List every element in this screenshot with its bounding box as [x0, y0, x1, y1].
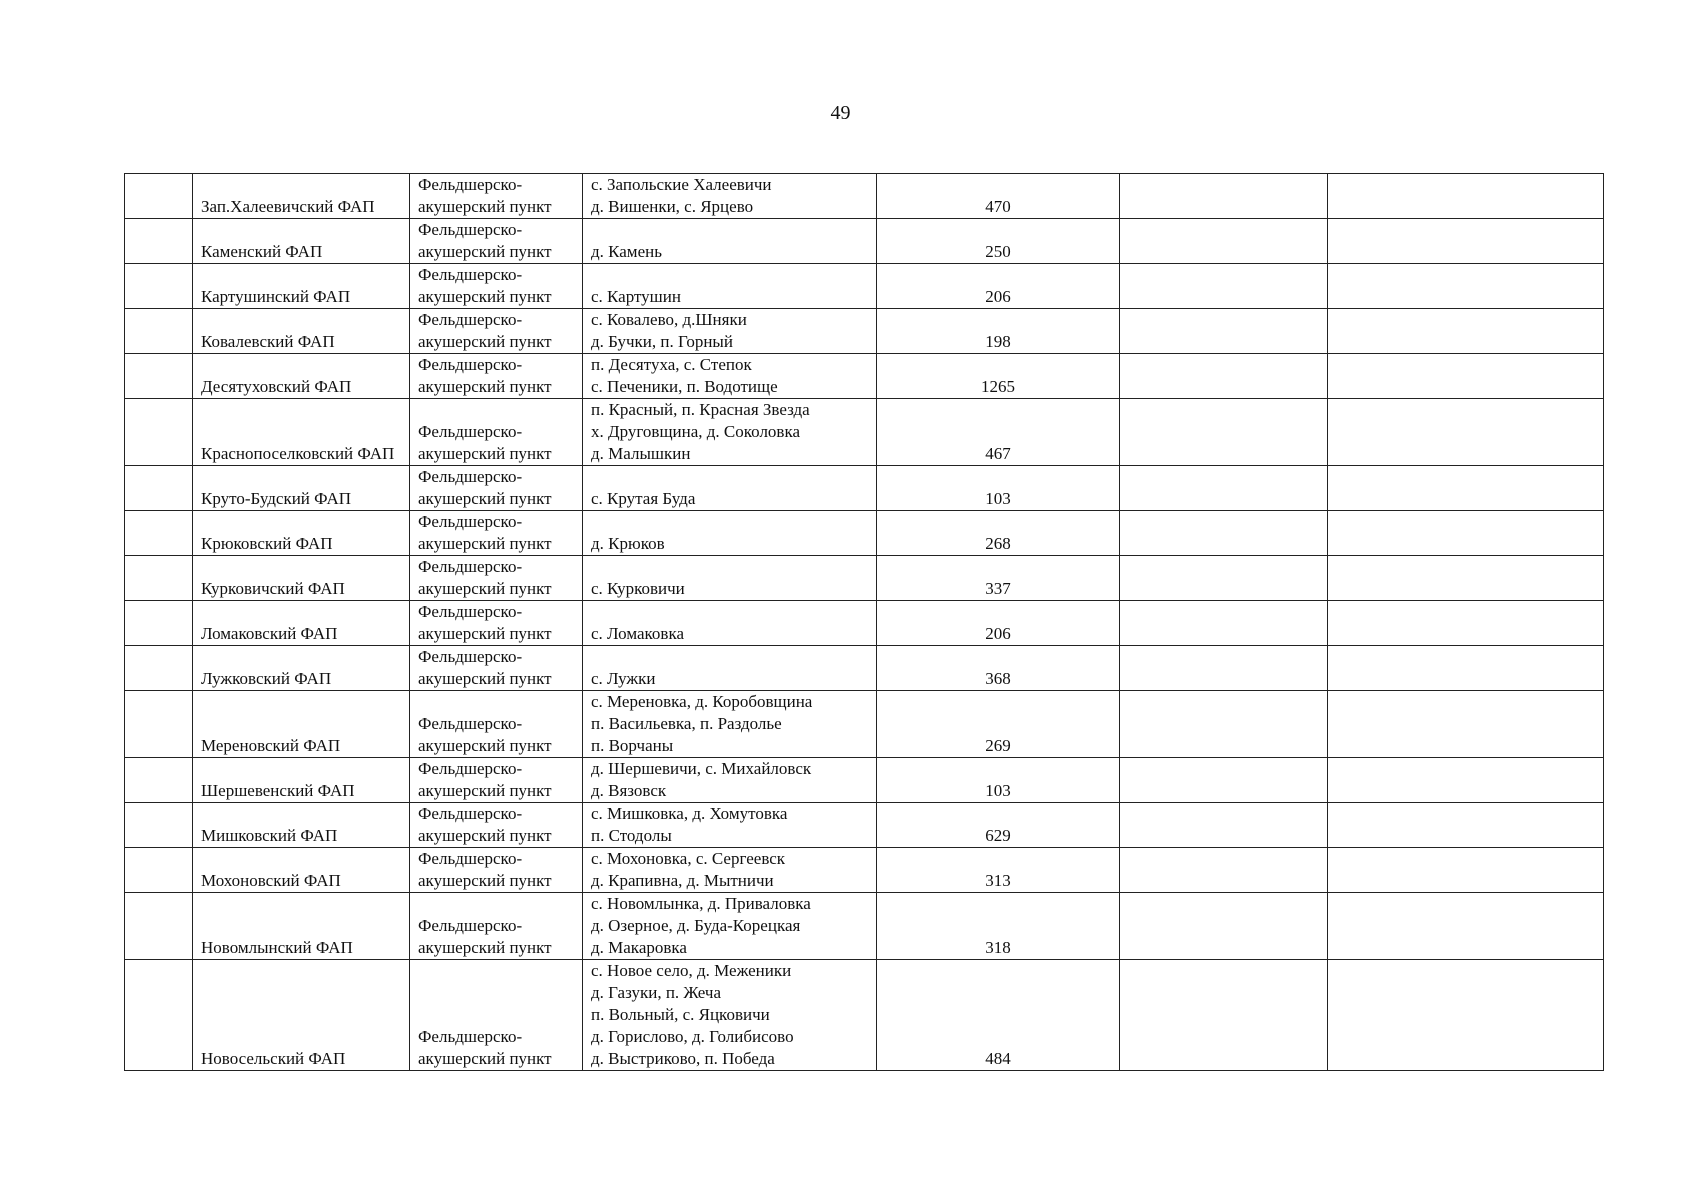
- settlement-line: с. Ломаковка: [591, 624, 684, 643]
- settlement-line: с. Курковичи: [591, 579, 685, 598]
- settlement-line: с. Мереновка, д. Коробовщина: [591, 692, 813, 711]
- empty-cell: [1120, 354, 1328, 399]
- settlement-line: д. Выстриково, п. Победа: [591, 1049, 775, 1068]
- facility-type-cell: [410, 466, 583, 511]
- facility-type-line: Фельдшерско-: [418, 759, 523, 778]
- empty-cell: [1328, 646, 1604, 691]
- facility-type-cell: [410, 758, 583, 803]
- facility-name-cell: Лужковский ФАП: [193, 646, 410, 691]
- empty-cell: [1328, 691, 1604, 758]
- facility-type-line: Фельдшерско-: [418, 557, 523, 576]
- empty-cell: [1120, 309, 1328, 354]
- facility-type-line: акушерский пункт: [418, 669, 552, 688]
- population-cell: 103: [877, 466, 1120, 511]
- empty-cell: [1120, 264, 1328, 309]
- facility-type-line: Фельдшерско-: [418, 422, 523, 441]
- settlement-line: с. Новое село, д. Меженики: [591, 961, 792, 980]
- table-row: [125, 601, 1604, 646]
- facility-type-line: Фельдшерско-: [418, 355, 523, 374]
- row-number-cell: [125, 601, 193, 646]
- population-cell: 268: [877, 511, 1120, 556]
- settlement-line: д. Камень: [591, 242, 662, 261]
- table-row: [125, 803, 1604, 848]
- table-row: [125, 758, 1604, 803]
- facility-type-line: акушерский пункт: [418, 826, 552, 845]
- facility-type-line: Фельдшерско-: [418, 220, 523, 239]
- table-row: [125, 960, 1604, 1071]
- settlements-cell: [583, 219, 877, 264]
- row-number-cell: [125, 174, 193, 219]
- row-number-cell: [125, 848, 193, 893]
- empty-cell: [1120, 556, 1328, 601]
- facility-type-line: Фельдшерско-: [418, 714, 523, 733]
- table-row: [125, 174, 1604, 219]
- facility-type-line: акушерский пункт: [418, 736, 552, 755]
- facility-type-cell: [410, 399, 583, 466]
- row-number-cell: [125, 399, 193, 466]
- settlement-line: с. Мохоновка, с. Сергеевск: [591, 849, 786, 868]
- facility-name-cell: Краснопоселковский ФАП: [193, 399, 410, 466]
- facility-type-line: Фельдшерско-: [418, 916, 523, 935]
- population-cell: 206: [877, 601, 1120, 646]
- settlement-line: с. Запольские Халеевичи: [591, 175, 772, 194]
- facility-type-line: акушерский пункт: [418, 534, 552, 553]
- settlements-cell: [583, 174, 877, 219]
- facility-type-line: акушерский пункт: [418, 938, 552, 957]
- empty-cell: [1328, 219, 1604, 264]
- population-cell: 470: [877, 174, 1120, 219]
- settlements-cell: [583, 691, 877, 758]
- facility-type-cell: [410, 960, 583, 1071]
- facility-name-cell: Курковичский ФАП: [193, 556, 410, 601]
- facility-type-line: Фельдшерско-: [418, 647, 523, 666]
- row-number-cell: [125, 264, 193, 309]
- facility-type-line: Фельдшерско-: [418, 849, 523, 868]
- settlement-line: д. Крапивна, д. Мытничи: [591, 871, 774, 890]
- empty-cell: [1120, 893, 1328, 960]
- settlement-line: д. Горислово, д. Голибисово: [591, 1027, 794, 1046]
- settlement-line: п. Вольный, с. Яцковичи: [591, 1005, 770, 1024]
- settlement-line: с. Мишковка, д. Хомутовка: [591, 804, 788, 823]
- row-number-cell: [125, 511, 193, 556]
- facility-name-cell: Мишковский ФАП: [193, 803, 410, 848]
- empty-cell: [1120, 803, 1328, 848]
- facility-type-line: акушерский пункт: [418, 579, 552, 598]
- population-cell: 250: [877, 219, 1120, 264]
- row-number-cell: [125, 309, 193, 354]
- facility-name-cell: Десятуховский ФАП: [193, 354, 410, 399]
- settlement-line: д. Бучки, п. Горный: [591, 332, 733, 351]
- facility-name-cell: Шершевенский ФАП: [193, 758, 410, 803]
- population-cell: 368: [877, 646, 1120, 691]
- population-cell: 337: [877, 556, 1120, 601]
- row-number-cell: [125, 803, 193, 848]
- settlement-line: с. Печеники, п. Водотище: [591, 377, 778, 396]
- facility-type-cell: [410, 309, 583, 354]
- row-number-cell: [125, 646, 193, 691]
- facility-type-line: Фельдшерско-: [418, 265, 523, 284]
- empty-cell: [1120, 174, 1328, 219]
- empty-cell: [1120, 399, 1328, 466]
- empty-cell: [1328, 354, 1604, 399]
- facility-name-cell: Крюковский ФАП: [193, 511, 410, 556]
- facility-type-line: Фельдшерско-: [418, 175, 523, 194]
- settlement-line: д. Газуки, п. Жеча: [591, 983, 721, 1002]
- row-number-cell: [125, 960, 193, 1071]
- population-cell: 484: [877, 960, 1120, 1071]
- settlement-line: п. Стодолы: [591, 826, 672, 845]
- settlement-line: х. Друговщина, д. Соколовка: [591, 422, 800, 441]
- facility-type-cell: [410, 354, 583, 399]
- table-row: [125, 309, 1604, 354]
- population-cell: 198: [877, 309, 1120, 354]
- settlements-cell: [583, 803, 877, 848]
- settlement-line: д. Малышкин: [591, 444, 691, 463]
- row-number-cell: [125, 893, 193, 960]
- empty-cell: [1328, 556, 1604, 601]
- settlement-line: с. Крутая Буда: [591, 489, 696, 508]
- facility-name-cell: Новомлынский ФАП: [193, 893, 410, 960]
- settlements-cell: [583, 399, 877, 466]
- table-row: [125, 466, 1604, 511]
- empty-cell: [1328, 960, 1604, 1071]
- empty-cell: [1120, 848, 1328, 893]
- facility-type-line: акушерский пункт: [418, 781, 552, 800]
- facility-type-cell: [410, 646, 583, 691]
- facility-type-cell: [410, 511, 583, 556]
- row-number-cell: [125, 691, 193, 758]
- population-cell: 269: [877, 691, 1120, 758]
- population-cell: 629: [877, 803, 1120, 848]
- facility-type-cell: [410, 601, 583, 646]
- facility-type-cell: [410, 803, 583, 848]
- facility-type-line: акушерский пункт: [418, 242, 552, 261]
- settlements-cell: [583, 758, 877, 803]
- table-row: [125, 646, 1604, 691]
- empty-cell: [1120, 466, 1328, 511]
- settlement-line: д. Вишенки, с. Ярцево: [591, 197, 754, 216]
- row-number-cell: [125, 466, 193, 511]
- facility-type-cell: [410, 264, 583, 309]
- row-number-cell: [125, 758, 193, 803]
- facility-type-line: акушерский пункт: [418, 197, 552, 216]
- facility-type-line: Фельдшерско-: [418, 1027, 523, 1046]
- facility-type-cell: [410, 556, 583, 601]
- empty-cell: [1328, 309, 1604, 354]
- empty-cell: [1120, 601, 1328, 646]
- settlements-cell: [583, 264, 877, 309]
- facility-type-cell: [410, 848, 583, 893]
- empty-cell: [1328, 399, 1604, 466]
- population-cell: 103: [877, 758, 1120, 803]
- facility-type-line: акушерский пункт: [418, 444, 552, 463]
- settlement-line: п. Красный, п. Красная Звезда: [591, 400, 810, 419]
- settlements-cell: [583, 309, 877, 354]
- settlement-line: д. Озерное, д. Буда-Корецкая: [591, 916, 801, 935]
- facility-type-cell: [410, 691, 583, 758]
- settlement-line: д. Макаровка: [591, 938, 687, 957]
- population-cell: 318: [877, 893, 1120, 960]
- empty-cell: [1328, 848, 1604, 893]
- table-row: [125, 848, 1604, 893]
- table-row: [125, 556, 1604, 601]
- facilities-table: [124, 173, 1604, 1071]
- settlement-line: п. Васильевка, п. Раздолье: [591, 714, 782, 733]
- empty-cell: [1120, 511, 1328, 556]
- facility-name-cell: Мохоновский ФАП: [193, 848, 410, 893]
- table-row: [125, 264, 1604, 309]
- facility-type-line: акушерский пункт: [418, 1049, 552, 1068]
- population-cell: 1265: [877, 354, 1120, 399]
- settlements-cell: [583, 556, 877, 601]
- settlement-line: с. Новомлынка, д. Приваловка: [591, 894, 811, 913]
- facility-name-cell: Ковалевский ФАП: [193, 309, 410, 354]
- row-number-cell: [125, 219, 193, 264]
- settlement-line: п. Ворчаны: [591, 736, 674, 755]
- empty-cell: [1120, 691, 1328, 758]
- facility-type-line: Фельдшерско-: [418, 602, 523, 621]
- settlements-cell: [583, 466, 877, 511]
- settlements-cell: [583, 960, 877, 1071]
- population-cell: 206: [877, 264, 1120, 309]
- settlement-line: с. Ковалево, д.Шняки: [591, 310, 747, 329]
- facility-type-line: акушерский пункт: [418, 332, 552, 351]
- facility-type-line: акушерский пункт: [418, 489, 552, 508]
- facility-type-line: акушерский пункт: [418, 377, 552, 396]
- settlement-line: с. Картушин: [591, 287, 681, 306]
- settlements-cell: [583, 893, 877, 960]
- empty-cell: [1328, 174, 1604, 219]
- empty-cell: [1328, 511, 1604, 556]
- facility-name-cell: Мереновский ФАП: [193, 691, 410, 758]
- empty-cell: [1120, 960, 1328, 1071]
- table-row: [125, 219, 1604, 264]
- facility-name-cell: Картушинский ФАП: [193, 264, 410, 309]
- settlement-line: с. Лужки: [591, 669, 656, 688]
- empty-cell: [1328, 264, 1604, 309]
- empty-cell: [1120, 219, 1328, 264]
- page-number: 49: [830, 102, 851, 124]
- table-row: [125, 893, 1604, 960]
- settlements-cell: [583, 646, 877, 691]
- table-row: [125, 399, 1604, 466]
- facility-type-line: Фельдшерско-: [418, 804, 523, 823]
- facility-type-line: Фельдшерско-: [418, 467, 523, 486]
- settlements-cell: [583, 511, 877, 556]
- empty-cell: [1328, 601, 1604, 646]
- empty-cell: [1328, 758, 1604, 803]
- facility-name-cell: Новосельский ФАП: [193, 960, 410, 1071]
- settlements-cell: [583, 354, 877, 399]
- row-number-cell: [125, 354, 193, 399]
- settlements-cell: [583, 848, 877, 893]
- settlement-line: п. Десятуха, с. Степок: [591, 355, 752, 374]
- facility-type-cell: [410, 219, 583, 264]
- settlement-line: д. Вязовск: [591, 781, 667, 800]
- facility-name-cell: Круто-Будский ФАП: [193, 466, 410, 511]
- table-row: [125, 354, 1604, 399]
- empty-cell: [1120, 758, 1328, 803]
- table-row: [125, 691, 1604, 758]
- facility-name-cell: Каменский ФАП: [193, 219, 410, 264]
- facility-type-line: акушерский пункт: [418, 871, 552, 890]
- settlement-line: д. Крюков: [591, 534, 665, 553]
- empty-cell: [1328, 466, 1604, 511]
- row-number-cell: [125, 556, 193, 601]
- facility-type-cell: [410, 174, 583, 219]
- settlement-line: д. Шершевичи, с. Михайловск: [591, 759, 812, 778]
- facility-name-cell: Зап.Халеевичский ФАП: [193, 174, 410, 219]
- population-cell: 313: [877, 848, 1120, 893]
- table-row: [125, 511, 1604, 556]
- empty-cell: [1328, 803, 1604, 848]
- facility-type-line: акушерский пункт: [418, 287, 552, 306]
- empty-cell: [1120, 646, 1328, 691]
- settlements-cell: [583, 601, 877, 646]
- facility-name-cell: Ломаковский ФАП: [193, 601, 410, 646]
- facility-type-line: Фельдшерско-: [418, 310, 523, 329]
- facility-type-cell: [410, 893, 583, 960]
- facility-type-line: Фельдшерско-: [418, 512, 523, 531]
- population-cell: 467: [877, 399, 1120, 466]
- empty-cell: [1328, 893, 1604, 960]
- facility-type-line: акушерский пункт: [418, 624, 552, 643]
